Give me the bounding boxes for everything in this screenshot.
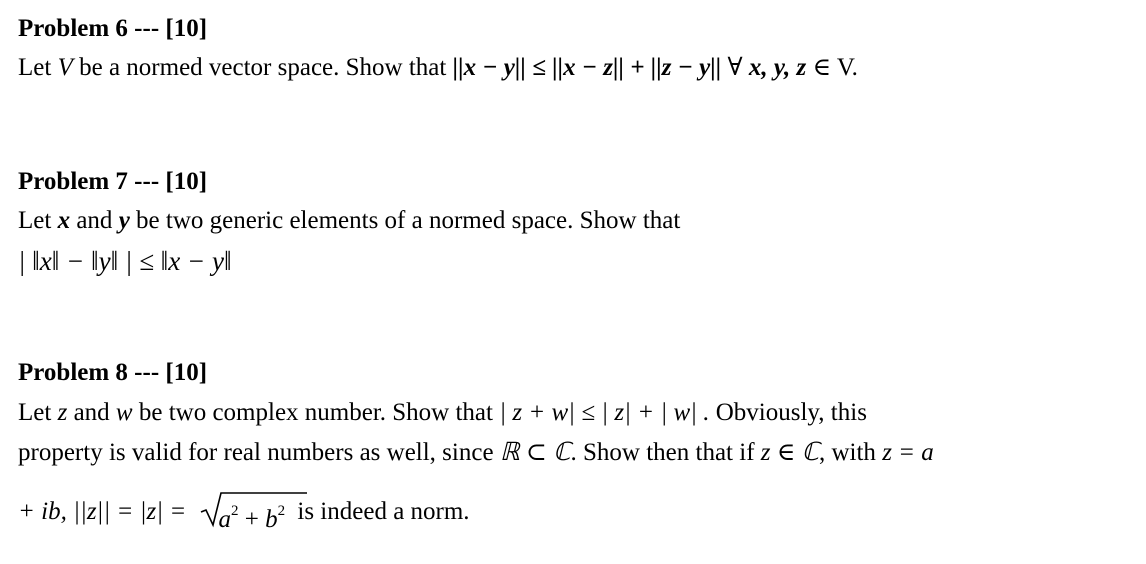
- problem-8-subset-relation: ℝ ⊂ ℂ: [499, 439, 571, 466]
- problem-8-text-pre: Let: [18, 399, 58, 426]
- problem-8-w: w: [115, 399, 133, 426]
- radicand-plus: +: [238, 506, 266, 533]
- exponent-a: 2: [231, 503, 239, 519]
- problem-8-statement-line-2: [18, 438, 934, 468]
- problem-7-statement: [18, 206, 680, 236]
- problem-7-text-rest: be two generic elements of a normed space. Show that: [129, 207, 681, 234]
- exponent-b: 2: [277, 503, 286, 519]
- problem-8-title: Problem 8 --- [10]: [18, 359, 208, 386]
- problem-8-z-equals-a: z = a: [882, 439, 934, 466]
- radicand-b: b: [265, 506, 278, 533]
- problem-8-norm-def: ||z|| = |z| =: [73, 498, 193, 526]
- problem-8-with: , with: [818, 439, 883, 466]
- problem-8-text-rest: Obviously, this: [709, 399, 867, 426]
- problem-6-statement: [18, 53, 858, 83]
- problem-6-vars: x, y, z: [748, 54, 807, 81]
- problem-7-and: and: [70, 207, 119, 234]
- problem-6-text-mid: be a normed vector space. Show that: [72, 54, 453, 81]
- problem-6-space-symbol: V: [57, 54, 73, 81]
- problem-6-forall: ∀: [721, 54, 749, 81]
- problem-6-space-name: V.: [836, 54, 858, 81]
- problem-8-line3-rest: is indeed a norm.: [291, 498, 470, 526]
- problem-8-and: and: [67, 399, 116, 426]
- problem-8-text-mid: be two complex number. Show that: [132, 399, 500, 426]
- problem-6-triangle-inequality: ||x − y|| ≤ ||x − z|| + ||z − y||: [452, 54, 722, 81]
- problem-8-statement-line-3: [18, 492, 470, 535]
- problem-8-line2-mid: . Show then that if: [570, 439, 761, 466]
- problem-8-z-in-c: z ∈ ℂ: [760, 439, 819, 466]
- problem-6-in: ∈: [806, 54, 837, 81]
- problem-7-y: y: [118, 207, 130, 234]
- problem-8-complex-triangle-inequality: | z + w| ≤ | z| + | w| .: [499, 399, 710, 426]
- problem-7-x: x: [57, 207, 71, 234]
- radicand-a: a: [218, 506, 232, 533]
- problem-7-title: Problem 7 --- [10]: [18, 168, 208, 195]
- problem-8-line2-pre: property is valid for real numbers as well, since: [18, 439, 500, 466]
- problem-7-reverse-triangle-inequality: | ‖x‖ − ‖y‖ | ≤ ‖x − y‖: [18, 246, 232, 276]
- problem-7-text-pre: Let: [18, 207, 58, 234]
- radical-sign-icon: [199, 490, 309, 528]
- problem-8-z: z: [57, 399, 68, 426]
- problem-6-title: Problem 6 --- [10]: [18, 15, 208, 42]
- problem-8-ib: + ib,: [18, 498, 74, 526]
- square-root-expression: [199, 492, 286, 535]
- problem-6-text-pre: Let: [18, 54, 58, 81]
- problem-8-statement-line-1: [18, 398, 867, 428]
